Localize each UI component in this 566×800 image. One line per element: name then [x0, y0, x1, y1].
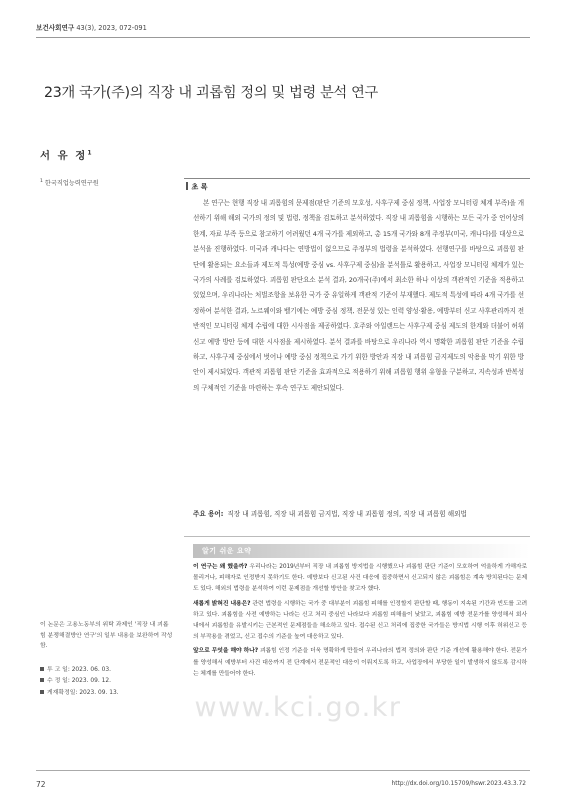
- date-row: [40, 688, 174, 699]
- abstract-text: 본 연구는 현행 직장 내 괴롭힘의 문제점(판단 기준의 모호성, 사후구제 중심 정책, 사업장 모니터링 체계 부족)을 개선하기 위해 해외 국가의 정의 및 법령, 정책을 검토하고 분석하였다. 직장 내 괴롭힘을 시행하는 모든 국가 중 언어상의 한계, 자료 부족 등으로 참고하기 어려웠던 4개 국가를 제외하고, 총 15개 국가와 8개 주정부(미국, 캐나다)를 대상으로 분석을 진행하였다. 미국과 캐나다는 연방법이 없으므로 주정부의 법령을 분석하였다. 선행연구를 바탕으로 괴롭힘 판단에 활용되는 요소들과 제도적 특성(예방 중심 vs. 사후구제 중심)을 분석틀로 활용하고, 사업장 모니터링 체계가 있는 국가의 사례를 검토하였다. 괴롭힘 판단요소 분석 결과, 20개국(주)에서 최소한 하나 이상의 객관적인 기준을 적용하고 있었으며, 우리나라는 처벌조항을 보유한 국가 중 유일하게 객관적 기준이 부재했다. 제도적 특성에 따라 4개 국가를 선정하여 분석한 결과, 노르웨이와 벨기에는 예방 중심 정책, 전문성 있는 인력 양성·활용, 예방부터 신고 사후관리까지 전반적인 모니터링 체계 수립에 대한 시사점을 제공하였다. 호주와 아일랜드는 사후구제 중심 제도의 한계와 더불어 허위신고 예방 방안 등에 대한 시사점을 제시하였다. 분석 결과를 바탕으로 우리나라 역시 명확한 괴롭힘 판단 기준을 수립하고, 사후구제 중심에서 벗어나 예방 중심 정책으로 가기 위한 방안과 직장 내 괴롭힘 금지제도의 악용을 막기 위한 방안이 제시되었다. 객관적 괴롭힘 판단 기준을 효과적으로 적용하기 위해 괴롭힘 행위 유형을 구분하고, 지속성과 반복성의 구체적인 기준을 마련하는 후속 연구도 제안되었다.: [193, 199, 524, 392]
- date-label: 수 정 일:: [47, 678, 70, 685]
- footer-divider: [36, 770, 530, 771]
- summary-item: [193, 599, 527, 644]
- keywords-text: 직장 내 괴롭힘, 직장 내 괴롭힘 금지법, 직장 내 괴롭힘 정의, 직장 내 괴롭힘 해외법: [227, 510, 467, 518]
- author-text: 서 유 정: [40, 150, 88, 162]
- date-row: [40, 676, 174, 687]
- summary-question: 새롭게 밝혀진 내용은?: [193, 600, 251, 607]
- summary-question: 앞으로 무엇을 해야 하나?: [193, 648, 259, 655]
- affiliation-superscript: 1: [40, 178, 43, 184]
- page-number: 72: [36, 780, 46, 789]
- bullet-icon: [40, 678, 44, 682]
- abstract-bar-icon: [186, 182, 188, 190]
- affiliation-text: 한국직업능력연구원: [44, 180, 99, 187]
- bullet-icon: [40, 667, 44, 671]
- abstract-label-text: 초 록: [191, 183, 208, 191]
- keywords: [193, 508, 524, 521]
- affiliation: [40, 178, 99, 187]
- summary-item: [193, 562, 527, 596]
- header-divider: [36, 37, 530, 38]
- summary-header: [193, 544, 530, 558]
- running-header: [36, 22, 147, 32]
- date-value: 2023. 09. 12.: [71, 678, 112, 685]
- summary-item: [193, 646, 527, 680]
- journal-name: 보건사회연구: [36, 24, 75, 32]
- submission-dates: [40, 665, 174, 699]
- author-name: [40, 147, 92, 162]
- summary-answer: 우리나라는 2019년부터 직장 내 괴롭힘 방지법을 시행했으나 괴롭힘 판단 기준이 모호하여 억울하게 가해자로 몰리거나, 피해자로 인정받지 못하기도 한다. 예방보다 신고된 사건 대응에 집중하면서 신고되지 않은 괴롭힘은 계속 방치된다는 문제도 있다. 해외의 법령을 분석하여 이런 문제점을 개선할 방안을 찾고자 했다.: [193, 564, 528, 593]
- abstract-divider: [184, 178, 530, 179]
- doi-link[interactable]: http://dx.doi.org/10.15709/hswr.2023.43.3.72: [391, 781, 526, 787]
- date-label: 게재확정일:: [47, 689, 78, 696]
- keywords-divider: [184, 536, 530, 537]
- author-superscript: 1: [87, 149, 92, 157]
- summary-header-text: 알기 쉬운 요약: [202, 547, 252, 555]
- bullet-icon: [40, 690, 44, 694]
- funding-note: 이 논문은 고용노동부의 위탁 과제인 '직장 내 괴롭힘 분쟁해결방안 연구'의 일부 내용을 보완하여 작성함.: [40, 622, 173, 650]
- date-label: 투 고 일:: [47, 667, 70, 673]
- summary-answer: 괴롭힘 인정 기준을 더욱 명확하게 만들어 우리나라의 법적 정의와 판단 기준 개선에 활용해야 한다. 전문가를 양성해서 예방부터 사건 대응까지 전 단계에서 전문적인 대응이 이뤄지도록 하고, 사업장에서 부당한 일이 발생하지 않도록 감시하는 체계를 만들어야 한다.: [193, 648, 527, 677]
- journal-issue: 43(3), 2023, 072-091: [76, 24, 147, 32]
- date-row: [40, 665, 174, 676]
- date-value: 2023. 06. 03.: [71, 667, 112, 673]
- watermark: www.kci.go.kr: [194, 692, 402, 723]
- date-value: 2023. 09. 13.: [79, 689, 119, 696]
- abstract-label: [186, 182, 207, 192]
- summary-question: 이 연구는 왜 했을까?: [193, 564, 248, 570]
- keywords-label: 주요 용어:: [193, 510, 224, 518]
- article-title: 23개 국가(주)의 직장 내 괴롭힘 정의 및 법령 분석 연구: [44, 85, 378, 101]
- summary-body: [193, 562, 527, 683]
- summary-answer: 관련 법령을 시행하는 국가 중 대부분이 괴롭힘 피해를 인정할지 판단할 때, 행동이 지속된 기간과 빈도를 고려하고 있다. 괴롭힘을 사전 예방하는 나라는 신고 처리 중심인 나라보다 괴롭힘 피해율이 낮았고, 괴롭힘 예방 전문가를 양성해서 회사 내에서 괴롭힘을 유발시키는 근본적인 문제점들을 해소하고 있다. 접수된 신고 처리에 집중한 국가들은 방지법 시행 이후 허위신고 등의 부작용을 겪었고, 신고 접수의 기준을 높여 대응하고 있다.: [193, 600, 527, 641]
